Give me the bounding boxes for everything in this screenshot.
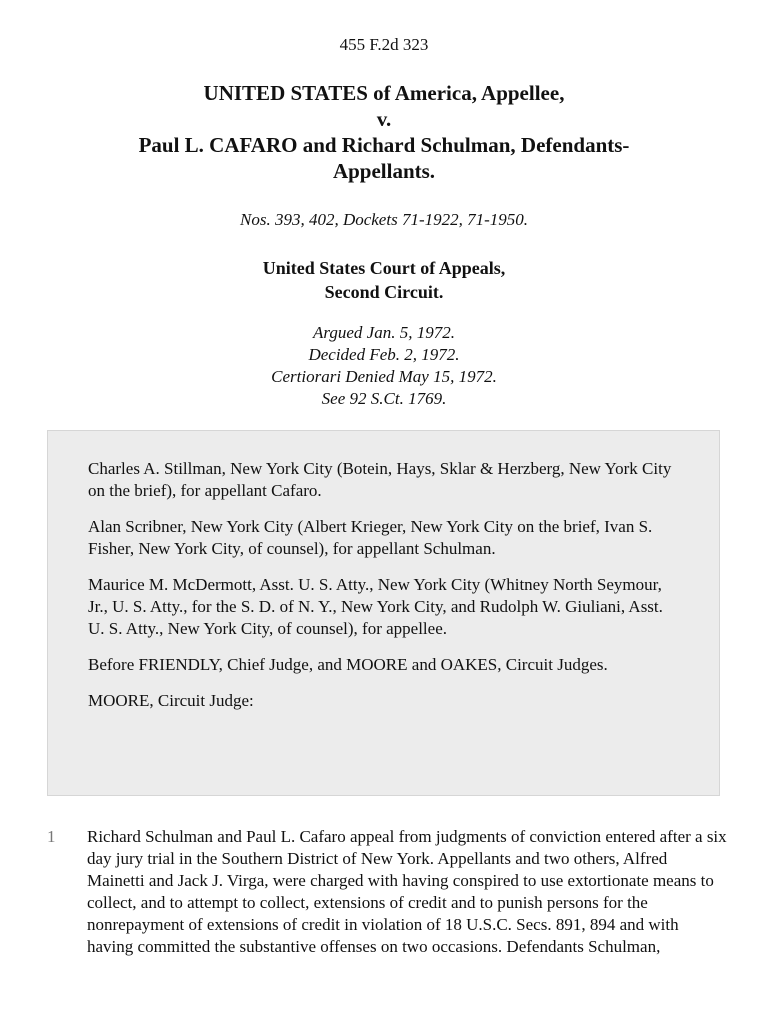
counsel-section <box>47 430 720 796</box>
docket-numbers: Nos. 393, 402, Dockets 71-1922, 71-1950. <box>239 210 529 229</box>
case-citation: 455 F.2d 323 <box>339 35 429 54</box>
counsel-schulman: Alan Scribner, New York City (Albert Krieger, New York City on the brief, Ivan S. Fisher, New York City, of counsel), for appellant Schulman. <box>88 517 653 558</box>
court-name-line1: United States Court of Appeals, <box>262 258 506 278</box>
case-caption <box>0 80 768 184</box>
counsel-appellee: Maurice M. McDermott, Asst. U. S. Atty., New York City (Whitney North Seymour, Jr., U. S. Atty., for the S. D. of N. Y., New York City, and Rudolph W. Giuliani, Asst. U. S. Atty., New York City, of counsel), for appellee. <box>88 575 663 638</box>
caption-appellee: UNITED STATES of America, Appellee, <box>203 81 565 105</box>
court-name <box>0 256 768 304</box>
opinion-paragraph: Richard Schulman and Paul L. Cafaro appeal from judgments of conviction entered after a six day jury trial in the Southern District of New York. Appellants and two others, Alfred Mainetti and Jack J. Virga, were charged with having conspired to use extortionate means to collect, and to attempt to collect, extensions of credit and to punish persons for the nonrepayment of extensions of credit in violation of 18 U.S.C. Secs. 891, 894 and with having committed the substantive offenses on two occasions. Defendants Schulman, <box>87 827 727 956</box>
caption-versus: v. <box>376 107 392 131</box>
caption-appellants: Paul L. CAFARO and Richard Schulman, Defendants- <box>138 133 630 157</box>
see-reference: See 92 S.Ct. 1769. <box>321 389 447 408</box>
case-dates <box>0 322 768 410</box>
argued-date: Argued Jan. 5, 1972. <box>313 323 455 342</box>
certiorari-date: Certiorari Denied May 15, 1972. <box>271 367 497 386</box>
panel-judges: Before FRIENDLY, Chief Judge, and MOORE and OAKES, Circuit Judges. <box>88 655 608 674</box>
court-name-line2: Second Circuit. <box>324 282 444 302</box>
caption-appellants-cont: Appellants. <box>332 159 436 183</box>
decided-date: Decided Feb. 2, 1972. <box>308 345 460 364</box>
counsel-cafaro: Charles A. Stillman, New York City (Botein, Hays, Sklar & Herzberg, New York City on the brief), for appellant Cafaro. <box>88 459 672 500</box>
opinion-author: MOORE, Circuit Judge: <box>88 691 254 710</box>
paragraph-number: 1 <box>47 827 56 846</box>
